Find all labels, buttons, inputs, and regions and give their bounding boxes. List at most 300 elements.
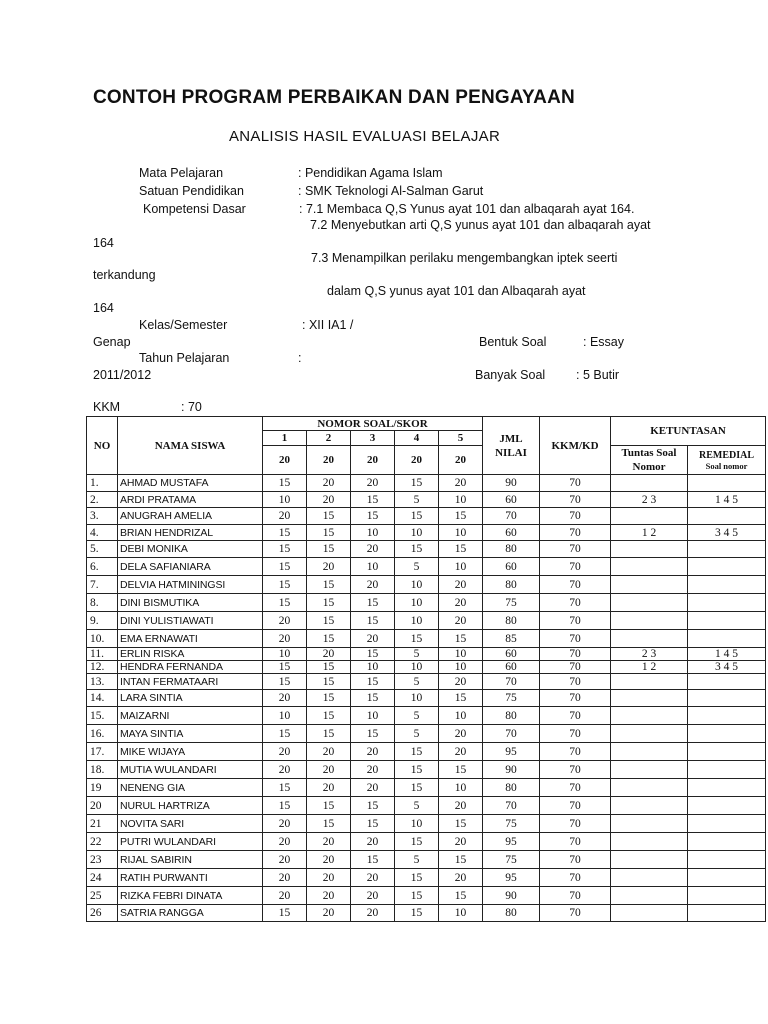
kd-7-3-cont: terkandung	[93, 268, 156, 282]
remedial-soal	[688, 558, 766, 576]
satuan-label: Satuan Pendidikan	[139, 184, 244, 198]
kelas-cont: Genap	[93, 335, 131, 349]
row-number: 20	[87, 797, 118, 815]
kkm-value: 70	[540, 630, 611, 648]
soal-score: 10	[439, 648, 483, 661]
kkm-value: 70	[540, 661, 611, 674]
soal-score: 15	[351, 612, 395, 630]
soal-score: 15	[263, 576, 307, 594]
banyak-soal-value: : 5 Butir	[576, 368, 620, 382]
soal-score: 15	[351, 725, 395, 743]
jml-nilai: 95	[483, 833, 540, 851]
soal-score: 20	[351, 833, 395, 851]
kd-7-1: : 7.1 Membaca Q,S Yunus ayat 101 dan albaqarah ayat 164.	[299, 202, 635, 216]
tahun-colon: :	[298, 351, 302, 365]
student-name: ANUGRAH AMELIA	[118, 508, 263, 525]
table-row	[87, 743, 766, 761]
tuntas-soal	[611, 869, 688, 887]
soal-score: 15	[439, 508, 483, 525]
remedial-soal	[688, 725, 766, 743]
kkm-value: 70	[540, 887, 611, 905]
soal-score: 15	[263, 674, 307, 690]
jml-nilai: 90	[483, 887, 540, 905]
soal-score: 20	[263, 833, 307, 851]
jml-nilai: 60	[483, 558, 540, 576]
jml-nilai: 75	[483, 815, 540, 833]
soal-score: 5	[395, 648, 439, 661]
soal-score: 15	[263, 797, 307, 815]
row-number: 21	[87, 815, 118, 833]
soal-score: 15	[395, 869, 439, 887]
table-row	[87, 630, 766, 648]
soal-score: 15	[263, 558, 307, 576]
row-number: 15.	[87, 707, 118, 725]
soal-score: 15	[395, 779, 439, 797]
soal-score: 15	[263, 475, 307, 492]
row-number: 1.	[87, 475, 118, 492]
skor-max: 20	[395, 446, 439, 475]
table-row	[87, 612, 766, 630]
soal-score: 15	[439, 690, 483, 707]
soal-score: 5	[395, 707, 439, 725]
kkm-value: 70	[540, 541, 611, 558]
soal-score: 15	[307, 612, 351, 630]
soal-score: 20	[351, 869, 395, 887]
soal-score: 20	[351, 475, 395, 492]
soal-score: 10	[351, 661, 395, 674]
soal-score: 15	[351, 594, 395, 612]
soal-score: 20	[351, 743, 395, 761]
table-row	[87, 779, 766, 797]
table-row	[87, 797, 766, 815]
row-number: 5.	[87, 541, 118, 558]
soal-score: 10	[439, 492, 483, 508]
kkm-value: 70	[540, 815, 611, 833]
soal-score: 20	[307, 558, 351, 576]
kkm-value: 70	[540, 833, 611, 851]
tuntas-soal	[611, 887, 688, 905]
row-number: 23	[87, 851, 118, 869]
student-name: DINI BISMUTIKA	[118, 594, 263, 612]
row-number: 7.	[87, 576, 118, 594]
skor-max: 20	[307, 446, 351, 475]
soal-score: 10	[351, 707, 395, 725]
student-name: AHMAD MUSTAFA	[118, 475, 263, 492]
remedial-sub-label: Soal nomor	[705, 460, 748, 471]
header-no: NO	[87, 417, 118, 475]
tuntas-soal: 1 2	[611, 661, 688, 674]
student-name: DELA SAFIANIARA	[118, 558, 263, 576]
row-number: 2.	[87, 492, 118, 508]
soal-score: 10	[263, 648, 307, 661]
soal-score: 20	[307, 833, 351, 851]
student-name: NOVITA SARI	[118, 815, 263, 833]
soal-score: 15	[439, 761, 483, 779]
soal-score: 15	[439, 851, 483, 869]
tuntas-soal	[611, 508, 688, 525]
soal-score: 20	[307, 887, 351, 905]
tuntas-soal	[611, 761, 688, 779]
jml-nilai: 85	[483, 630, 540, 648]
soal-score: 15	[307, 815, 351, 833]
student-name: ARDI PRATAMA	[118, 492, 263, 508]
soal-score: 5	[395, 851, 439, 869]
skor-max: 20	[439, 446, 483, 475]
soal-score: 15	[263, 594, 307, 612]
soal-score: 20	[439, 833, 483, 851]
jml-nilai: 60	[483, 525, 540, 541]
remedial-soal: 1 4 5	[688, 492, 766, 508]
soal-score: 15	[395, 905, 439, 922]
soal-score: 20	[307, 779, 351, 797]
row-number: 12.	[87, 661, 118, 674]
soal-score: 15	[395, 743, 439, 761]
soal-score: 20	[439, 475, 483, 492]
remedial-soal: 1 4 5	[688, 648, 766, 661]
soal-number: 1	[263, 431, 307, 446]
tuntas-soal	[611, 851, 688, 869]
document-title: CONTOH PROGRAM PERBAIKAN DAN PENGAYAAN	[93, 87, 575, 108]
tahun-label: Tahun Pelajaran	[139, 351, 230, 365]
soal-score: 15	[395, 887, 439, 905]
remedial-soal	[688, 869, 766, 887]
table-row	[87, 558, 766, 576]
soal-score: 20	[351, 905, 395, 922]
table-row	[87, 851, 766, 869]
soal-score: 15	[351, 508, 395, 525]
soal-score: 20	[263, 851, 307, 869]
satuan-value: : SMK Teknologi Al-Salman Garut	[298, 184, 484, 198]
kelas-value: : XII IA1 /	[302, 318, 354, 332]
soal-score: 20	[439, 674, 483, 690]
remedial-soal	[688, 690, 766, 707]
table-row	[87, 707, 766, 725]
table-row	[87, 508, 766, 525]
soal-score: 10	[439, 779, 483, 797]
soal-score: 15	[351, 648, 395, 661]
row-number: 22	[87, 833, 118, 851]
tuntas-soal	[611, 475, 688, 492]
tuntas-soal	[611, 743, 688, 761]
kkm-value: 70	[540, 851, 611, 869]
soal-score: 5	[395, 674, 439, 690]
soal-score: 15	[439, 815, 483, 833]
student-name: DEBI MONIKA	[118, 541, 263, 558]
table-row	[87, 869, 766, 887]
soal-score: 15	[351, 815, 395, 833]
soal-score: 20	[439, 869, 483, 887]
remedial-label: REMEDIAL	[698, 449, 754, 461]
remedial-soal	[688, 779, 766, 797]
table-row	[87, 576, 766, 594]
soal-number: 2	[307, 431, 351, 446]
soal-score: 15	[307, 541, 351, 558]
soal-score: 5	[395, 725, 439, 743]
student-name: INTAN FERMATAARI	[118, 674, 263, 690]
soal-number: 5	[439, 431, 483, 446]
kd-7-3-line2: dalam Q,S yunus ayat 101 dan Albaqarah ayat	[327, 284, 586, 298]
soal-score: 10	[395, 815, 439, 833]
soal-score: 15	[307, 707, 351, 725]
header-tuntas-soal: Tuntas Soal Nomor	[611, 446, 688, 475]
table-row	[87, 905, 766, 922]
table-row	[87, 541, 766, 558]
soal-score: 20	[439, 743, 483, 761]
soal-score: 15	[263, 661, 307, 674]
kkm-value: 70	[540, 594, 611, 612]
jml-nilai: 95	[483, 743, 540, 761]
kd-7-3-line2-cont: 164	[93, 301, 114, 315]
soal-score: 15	[439, 630, 483, 648]
soal-score: 5	[395, 797, 439, 815]
bentuk-soal-label: Bentuk Soal	[479, 335, 547, 349]
soal-score: 15	[263, 725, 307, 743]
table-row	[87, 761, 766, 779]
kkm-value: 70	[540, 648, 611, 661]
soal-score: 15	[351, 492, 395, 508]
kkm-value: 70	[540, 779, 611, 797]
header-jml-nilai: JML NILAI	[483, 417, 540, 475]
soal-score: 15	[439, 887, 483, 905]
row-number: 19	[87, 779, 118, 797]
table-row	[87, 887, 766, 905]
soal-score: 15	[307, 674, 351, 690]
table-row	[87, 594, 766, 612]
tuntas-soal	[611, 833, 688, 851]
remedial-soal	[688, 576, 766, 594]
student-name: HENDRA FERNANDA	[118, 661, 263, 674]
soal-score: 10	[395, 525, 439, 541]
remedial-soal	[688, 594, 766, 612]
kkm-value: : 70	[181, 400, 202, 414]
table-row	[87, 525, 766, 541]
soal-score: 20	[439, 612, 483, 630]
header-kkm-kd: KKM/KD	[540, 417, 611, 475]
row-number: 25	[87, 887, 118, 905]
row-number: 9.	[87, 612, 118, 630]
remedial-soal	[688, 905, 766, 922]
tuntas-soal: 2 3	[611, 492, 688, 508]
remedial-soal	[688, 541, 766, 558]
soal-score: 20	[439, 725, 483, 743]
soal-score: 10	[395, 661, 439, 674]
row-number: 18.	[87, 761, 118, 779]
skor-max: 20	[351, 446, 395, 475]
student-name: PUTRI WULANDARI	[118, 833, 263, 851]
remedial-soal	[688, 887, 766, 905]
soal-score: 20	[307, 869, 351, 887]
soal-score: 20	[351, 576, 395, 594]
row-number: 14.	[87, 690, 118, 707]
tuntas-soal	[611, 725, 688, 743]
soal-score: 15	[263, 541, 307, 558]
skor-max: 20	[263, 446, 307, 475]
student-name: MAYA SINTIA	[118, 725, 263, 743]
soal-score: 15	[307, 630, 351, 648]
remedial-soal	[688, 743, 766, 761]
row-number: 24	[87, 869, 118, 887]
jml-nilai: 80	[483, 576, 540, 594]
kkm-label: KKM	[93, 400, 121, 414]
tuntas-soal	[611, 558, 688, 576]
table-row	[87, 833, 766, 851]
kd-7-2: 7.2 Menyebutkan arti Q,S yunus ayat 101 dan albaqarah ayat	[310, 218, 651, 232]
kkm-value: 70	[540, 690, 611, 707]
mapel-label: Mata Pelajaran	[139, 166, 224, 180]
student-name: MUTIA WULANDARI	[118, 761, 263, 779]
tuntas-soal	[611, 779, 688, 797]
remedial-soal	[688, 630, 766, 648]
jml-nilai: 90	[483, 475, 540, 492]
soal-score: 20	[263, 869, 307, 887]
table-row	[87, 648, 766, 661]
row-number: 3.	[87, 508, 118, 525]
banyak-soal-label: Banyak Soal	[475, 368, 546, 382]
student-name: ERLIN RISKA	[118, 648, 263, 661]
jml-nilai: 60	[483, 661, 540, 674]
jml-nilai: 70	[483, 797, 540, 815]
soal-score: 15	[263, 905, 307, 922]
soal-score: 10	[395, 576, 439, 594]
soal-score: 15	[263, 779, 307, 797]
tahun-value: 2011/2012	[93, 368, 152, 382]
soal-score: 15	[307, 661, 351, 674]
jml-nilai: 60	[483, 648, 540, 661]
soal-score: 20	[307, 761, 351, 779]
soal-score: 10	[395, 690, 439, 707]
jml-nilai: 70	[483, 508, 540, 525]
jml-nilai: 90	[483, 761, 540, 779]
jml-nilai: 95	[483, 869, 540, 887]
row-number: 11.	[87, 648, 118, 661]
soal-score: 20	[351, 761, 395, 779]
bentuk-soal-value: : Essay	[583, 335, 624, 349]
kkm-value: 70	[540, 725, 611, 743]
tuntas-soal	[611, 576, 688, 594]
soal-score: 10	[439, 905, 483, 922]
soal-score: 5	[395, 492, 439, 508]
remedial-soal	[688, 475, 766, 492]
student-name: DELVIA HATMININGSI	[118, 576, 263, 594]
kkm-value: 70	[540, 492, 611, 508]
soal-score: 20	[351, 541, 395, 558]
soal-score: 20	[307, 743, 351, 761]
soal-score: 5	[395, 558, 439, 576]
soal-score: 15	[307, 594, 351, 612]
soal-score: 15	[307, 725, 351, 743]
tuntas-soal	[611, 674, 688, 690]
soal-score: 15	[307, 797, 351, 815]
table-row	[87, 475, 766, 492]
kkm-value: 70	[540, 525, 611, 541]
soal-score: 15	[351, 690, 395, 707]
student-name: NURUL HARTRIZA	[118, 797, 263, 815]
soal-score: 15	[395, 475, 439, 492]
soal-number: 3	[351, 431, 395, 446]
soal-score: 20	[307, 648, 351, 661]
soal-score: 20	[263, 887, 307, 905]
kkm-value: 70	[540, 761, 611, 779]
soal-score: 10	[395, 612, 439, 630]
row-number: 17.	[87, 743, 118, 761]
row-number: 16.	[87, 725, 118, 743]
soal-score: 20	[263, 761, 307, 779]
kelas-label: Kelas/Semester	[139, 318, 228, 332]
jml-nilai: 80	[483, 779, 540, 797]
student-name: RIZKA FEBRI DINATA	[118, 887, 263, 905]
table-row	[87, 725, 766, 743]
row-number: 10.	[87, 630, 118, 648]
soal-score: 15	[395, 541, 439, 558]
document-subtitle: ANALISIS HASIL EVALUASI BELAJAR	[229, 128, 501, 145]
jml-nilai: 70	[483, 725, 540, 743]
soal-number: 4	[395, 431, 439, 446]
kkm-value: 70	[540, 707, 611, 725]
soal-score: 20	[307, 851, 351, 869]
jml-nilai: 75	[483, 594, 540, 612]
jml-nilai: 75	[483, 851, 540, 869]
soal-score: 20	[307, 475, 351, 492]
remedial-soal	[688, 674, 766, 690]
tuntas-soal	[611, 594, 688, 612]
kkm-value: 70	[540, 612, 611, 630]
table-row	[87, 661, 766, 674]
remedial-soal: 3 4 5	[688, 525, 766, 541]
student-name: RIJAL SABIRIN	[118, 851, 263, 869]
soal-score: 10	[263, 492, 307, 508]
student-name: EMA ERNAWATI	[118, 630, 263, 648]
student-name: BRIAN HENDRIZAL	[118, 525, 263, 541]
row-number: 6.	[87, 558, 118, 576]
jml-nilai: 75	[483, 690, 540, 707]
soal-score: 15	[263, 525, 307, 541]
soal-score: 15	[351, 797, 395, 815]
soal-score: 15	[395, 833, 439, 851]
analysis-table	[86, 416, 766, 922]
soal-score: 20	[307, 492, 351, 508]
jml-nilai: 80	[483, 541, 540, 558]
kkm-value: 70	[540, 905, 611, 922]
tuntas-soal	[611, 905, 688, 922]
soal-score: 20	[263, 612, 307, 630]
student-name: NENENG GIA	[118, 779, 263, 797]
soal-score: 20	[439, 576, 483, 594]
soal-score: 10	[351, 558, 395, 576]
remedial-soal	[688, 815, 766, 833]
soal-score: 15	[307, 508, 351, 525]
header-nomor-soal: NOMOR SOAL/SKOR	[263, 417, 483, 431]
soal-score: 15	[351, 674, 395, 690]
table-row	[87, 690, 766, 707]
table-row	[87, 674, 766, 690]
remedial-soal	[688, 833, 766, 851]
remedial-soal	[688, 851, 766, 869]
row-number: 8.	[87, 594, 118, 612]
tuntas-soal	[611, 630, 688, 648]
tuntas-soal: 2 3	[611, 648, 688, 661]
student-name: DINI YULISTIAWATI	[118, 612, 263, 630]
jml-nilai: 70	[483, 674, 540, 690]
jml-nilai: 80	[483, 612, 540, 630]
jml-nilai: 60	[483, 492, 540, 508]
student-name: RATIH PURWANTI	[118, 869, 263, 887]
table-row	[87, 492, 766, 508]
remedial-soal	[688, 707, 766, 725]
kd-7-2-cont: 164	[93, 236, 114, 250]
remedial-soal: 3 4 5	[688, 661, 766, 674]
soal-score: 15	[307, 525, 351, 541]
soal-score: 15	[395, 630, 439, 648]
